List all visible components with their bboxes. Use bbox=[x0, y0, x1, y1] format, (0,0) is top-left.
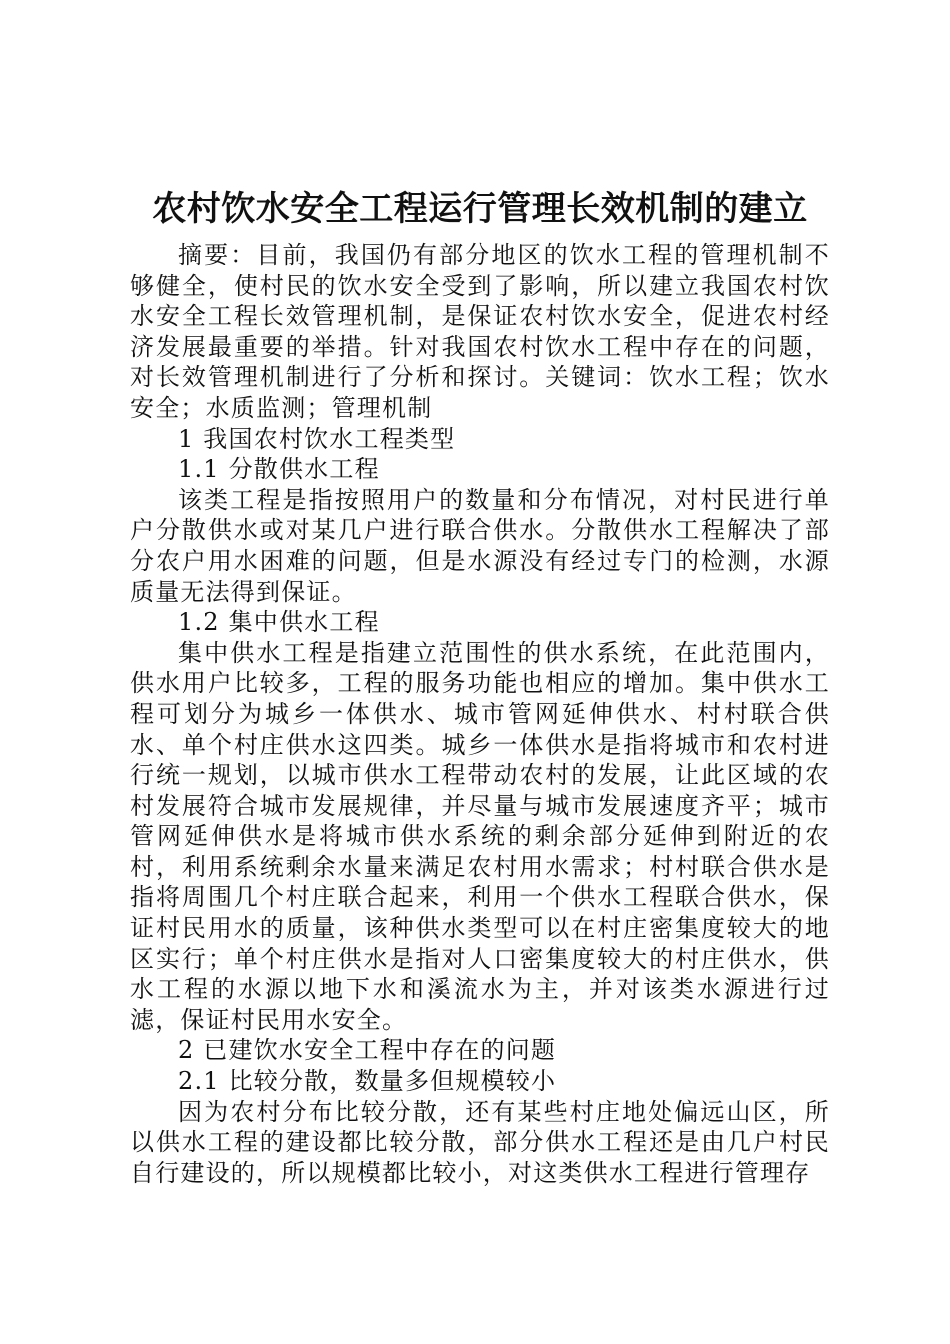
section-2-1-paragraph: 因为农村分布比较分散，还有某些村庄地处偏远山区，所以供水工程的建设都比较分散，部分供水工程还是由几户村民自行建设的，所以规模都比较小，对这类供水工程进行管理存 bbox=[130, 1097, 830, 1187]
abstract-paragraph: 摘要：目前，我国仍有部分地区的饮水工程的管理机制不够健全，使村民的饮水安全受到了影响，所以建立我国农村饮水安全工程长效管理机制，是保证农村饮水安全，促进农村经济发展最重要的举措。针对我国农村饮水工程中存在的问题，对长效管理机制进行了分析和探讨。关键词：饮水工程；饮水安全；水质监测；管理机制 bbox=[130, 241, 830, 422]
section-2-heading: 2 已建饮水安全工程中存在的问题 bbox=[178, 1036, 557, 1065]
document-page bbox=[130, 182, 830, 1188]
section-1-2-heading: 1.2 集中供水工程 bbox=[178, 608, 380, 637]
section-1-1-paragraph: 该类工程是指按照用户的数量和分布情况，对村民进行单户分散供水或对某几户进行联合供水。分散供水工程解决了部分农户用水困难的问题，但是水源没有经过专门的检测，水源质量无法得到保证。 bbox=[130, 485, 830, 606]
document-title: 农村饮水安全工程运行管理长效机制的建立 bbox=[152, 189, 808, 229]
section-1-heading: 1 我国农村饮水工程类型 bbox=[178, 424, 456, 453]
section-1-1-heading: 1.1 分散供水工程 bbox=[178, 455, 380, 484]
section-2-1-heading: 2.1 比较分散，数量多但规模较小 bbox=[178, 1067, 557, 1096]
section-1-2-paragraph: 集中供水工程是指建立范围性的供水系统，在此范围内，供水用户比较多，工程的服务功能也相应的增加。集中供水工程可划分为城乡一体供水、城市管网延伸供水、村村联合供水、单个村庄供水这四类。城乡一体供水是指将城市和农村进行统一规划，以城市供水工程带动农村的发展，让此区域的农村发展符合城市发展规律，并尽量与城市发展速度齐平；城市管网延伸供水是将城市供水系统的剩余部分延伸到附近的农村，利用系统剩余水量来满足农村用水需求；村村联合供水是指将周围几个村庄联合起来，利用一个供水工程联合供水，保证村民用水的质量，该种供水类型可以在村庄密集度较大的地区实行；单个村庄供水是指对人口密集度较大的村庄供水，供水工程的水源以地下水和溪流水为主，并对该类水源进行过滤，保证村民用水安全。 bbox=[130, 638, 830, 1034]
